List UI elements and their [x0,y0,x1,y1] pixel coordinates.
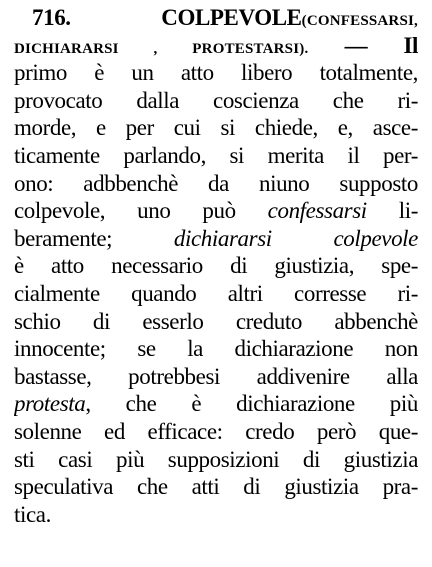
entry-line-18: speculativa che atti di giustizia pra- [14,474,418,500]
entry-line-11: cialmente quando altri corresse ri- [14,280,418,306]
entry-headword: COLPEVOLE [161,5,302,30]
entry-line-5: morde, e per cui si chiede, e, asce- [14,115,418,141]
entry-text: , che è dichiarazione più [85,391,418,417]
entry-line-14: bastasse, potrebbesi addivenire alla [14,363,418,389]
entry-line-7: ono: adbbenchè da niuno supposto [14,170,418,196]
entry-synonyms-open: (CONFESSARSI, [301,13,418,29]
entry-line-2 [14,32,418,60]
entry-line-17: sti casi più supposizioni di giustizia [14,446,418,472]
entry-line-3: primo è un atto libero totalmente, [14,60,418,86]
entry-line-19: tica. [14,501,51,527]
entry-line-13: innocente; se la dichiarazione non [14,336,418,362]
entry-line-9 [14,225,418,253]
entry-line-8 [14,197,418,225]
entry-line-12: schio di esserlo creduto abbenchè [14,308,418,334]
entry-text: li- [398,198,418,224]
entry-dash: — Il [344,32,418,58]
entry-line-1 [14,4,418,32]
entry-number: 716. [32,5,71,30]
entry-italic-term: confessarsi [267,198,367,224]
entry-line-6: ticamente parlando, si merita il per- [14,142,418,168]
entry-italic-term: protesta [14,391,86,417]
dictionary-entry [14,4,418,528]
entry-line-4: provocato dalla coscienza che ri- [14,87,418,113]
entry-synonyms-close: DICHIARARSI , PROTESTARSI). [14,40,309,57]
entry-line-10: è atto necessario di giustizia, spe- [14,253,418,279]
entry-text: beramente; [14,225,113,251]
entry-line-16: solenne ed efficace: credo però que- [14,418,418,444]
entry-italic-term: dichiararsi colpevole [173,225,418,251]
entry-line-15 [14,390,418,418]
entry-text: colpevole, uno può [14,198,236,224]
